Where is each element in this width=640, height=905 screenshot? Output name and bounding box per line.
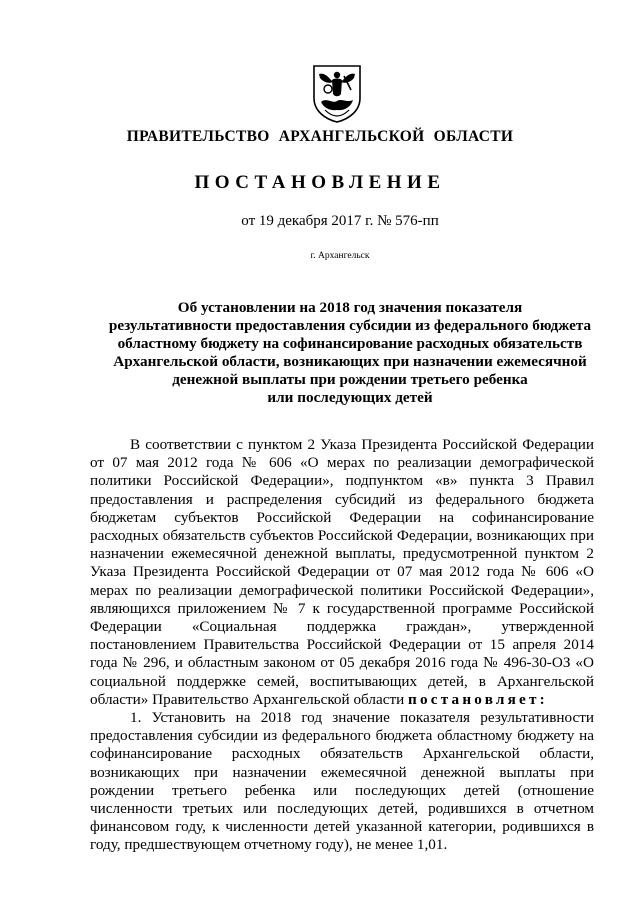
government-title: ПРАВИТЕЛЬСТВО АРХАНГЕЛЬСКОЙ ОБЛАСТИ: [126, 128, 514, 145]
document-body: [90, 436, 594, 855]
heading-line: денежной выплаты при рождении третьего ребенка: [172, 371, 528, 388]
heading-line: результативности предоставления субсидии из федерального бюджета: [108, 317, 592, 334]
heading-line: Архангельской области, возникающих при назначении ежемесячной: [113, 353, 587, 370]
decree-word: постановляет:: [408, 690, 548, 708]
heading-line: областному бюджету на софинансирование расходных обязательств: [117, 335, 583, 352]
document-date-number: от 19 декабря 2017 г. № 576-пп: [241, 213, 439, 229]
heading-line: Об установлении на 2018 год значения показателя: [177, 299, 523, 316]
preamble-paragraph: [90, 436, 594, 709]
document-heading: [80, 299, 620, 407]
coat-of-arms-icon: [311, 64, 363, 124]
document-type: ПОСТАНОВЛЕНИЕ: [194, 172, 446, 193]
document-city: г. Архангельск: [310, 251, 370, 261]
heading-line: или последующих детей: [267, 389, 433, 406]
preamble-text: В соответствии с пунктом 2 Указа Президента Российской Федерации от 07 мая 2012 года № 606 «О мерах по реализации демографической политики Российской Федерации», подпунктом «в» пункта 3 Правил предоставления и распределения субсидий из федерального бюджета бюджетам субъектов Российской Федерации на софинансирование расходных обязательств субъектов Российской Федерации, возникающих при назначении ежемесячной денежной выплаты, предусмотренной пунктом 2 Указа Президента Российской Федерации от 07 мая 2012 года № 606 «О мерах по реализации демографической политики Российской Федерации», являющихся приложением № 7 к государственной программе Российской Федерации «Социальная поддержка граждан», утвержденной постановлением Правительства Российской Федерации от 15 апреля 2014 года № 296, и областным законом от 05 декабря 2016 года № 496-30-ОЗ «О социальной поддержке семей, воспитывающих детей, в Архангельской области» Правительство Архангельской области: [90, 436, 594, 708]
item-1-paragraph: 1. Установить на 2018 год значение показателя результативности предоставления субсидии из федерального бюджета областному бюджету на софинансирование расходных обязательств Архангельской области, возникающих при назначении ежемесячной денежной выплаты при рождении третьего ребенка или последующих детей (отношение численности третьих или последующих детей, родившихся в отчетном финансовом году, к численности детей указанной категории, родившихся в году, предшествующем отчетному году), не менее 1,01.: [90, 709, 594, 854]
